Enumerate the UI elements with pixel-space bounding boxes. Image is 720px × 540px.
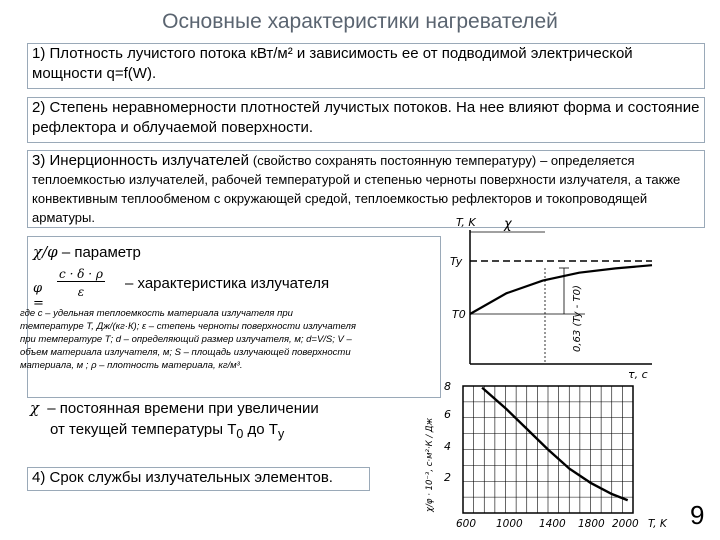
chart2-xtick-1800: 1800 bbox=[578, 518, 605, 530]
formula-numerator: c · δ · ρ bbox=[57, 267, 105, 282]
chart2-curve-group bbox=[482, 388, 628, 501]
chart2-series-line bbox=[482, 388, 628, 501]
formula-3-sub-0: 0 bbox=[236, 427, 244, 441]
chart1-curve-group bbox=[470, 265, 652, 314]
formula-box bbox=[20, 236, 441, 398]
item-2-box bbox=[27, 97, 705, 143]
chart2-xtick-1000: 1000 bbox=[496, 518, 523, 530]
chart2-xlabel: T, K bbox=[648, 518, 667, 530]
item-3-paren: (свойство сохранять постоянную температуру) bbox=[252, 153, 537, 168]
item-3-head: 3) Инерционность излучателей bbox=[32, 152, 250, 169]
formula-2-text: – характеристика излучателя bbox=[125, 275, 330, 292]
item-2-text: 2) Степень неравномерности плотностей лучистых потоков. На нее влияют форма и состояние рефлектора и облучаемой поверхности. bbox=[32, 99, 700, 136]
chart1-063-label: 0,63 (Ty - T0) bbox=[572, 285, 583, 352]
item-3-tail: – определяется теплоемкостью излучателей, рабочей температурой и степенью черноты поверхности излучателя, а также конвективным теплообменом с окружающей средой, теплоемкостью рефлекторов и токопроводящей арматуры. bbox=[32, 153, 681, 225]
formula-1-row bbox=[33, 243, 141, 261]
formula-3-block bbox=[30, 398, 319, 445]
item-1-text: 1) Плотность лучистого потока кВт/м² и зависимость ее от подводимой электрической мощности q=f(W). bbox=[32, 45, 633, 82]
item-1-box bbox=[27, 43, 705, 89]
chart2-ytick-4: 4 bbox=[444, 440, 451, 453]
chart2-ytick-6: 6 bbox=[444, 408, 451, 421]
formula-note: где с – удельная теплоемкость материала излучателя при температуре Т, Дж/(кг·К); ε – степень черноты поверхности излучателя при температуре Т; d – определяющий размер излучателя, м; d=V/S; V – объем материала излучателя, м; S – площадь излучающей поверхности материала, м ; ρ – плотность материала, кг/м³. bbox=[20, 308, 356, 371]
chart1-xlabel: τ, c bbox=[628, 368, 648, 381]
chart2-ylabel: χ/φ · 10⁻³, с·м²·К / Дж bbox=[425, 417, 435, 512]
formula-chi: χ bbox=[30, 399, 40, 417]
chi-phi-chart bbox=[408, 380, 698, 532]
page-number: 9 bbox=[690, 500, 705, 530]
formula-1-text: – параметр bbox=[61, 244, 141, 261]
chart2-ytick-8: 8 bbox=[444, 380, 451, 393]
formula-phi-lhs: φ = bbox=[33, 281, 44, 311]
chart1-tick-ty: Ty bbox=[450, 255, 463, 268]
chart2-xtick-2000: 2000 bbox=[612, 518, 639, 530]
item-4-box bbox=[27, 467, 370, 491]
chart1-ylabel: T, K bbox=[456, 216, 476, 229]
item-4-text: 4) Срок службы излучательных элементов. bbox=[32, 469, 333, 486]
formula-chi-phi: χ/φ bbox=[33, 243, 58, 261]
heating-curve-chart bbox=[440, 212, 660, 384]
chart2-xtick-600: 600 bbox=[456, 518, 477, 530]
chart1-tick-t0: T0 bbox=[452, 308, 466, 321]
formula-3-mid: до Т bbox=[243, 421, 278, 438]
chart2-ytick-2: 2 bbox=[444, 471, 451, 484]
formula-3-text-1: – постоянная времени при увеличении bbox=[47, 400, 319, 417]
formula-3-sub-y: у bbox=[277, 427, 285, 441]
page-title: Основные характеристики нагревателей bbox=[162, 10, 558, 33]
chart1-chi-label: χ bbox=[504, 217, 512, 232]
chart1-series-line bbox=[470, 265, 652, 314]
formula-denominator: ε bbox=[77, 285, 85, 299]
chart2-xtick-1400: 1400 bbox=[539, 518, 566, 530]
formula-3-text-2: от текущей температуры Т bbox=[50, 421, 237, 438]
